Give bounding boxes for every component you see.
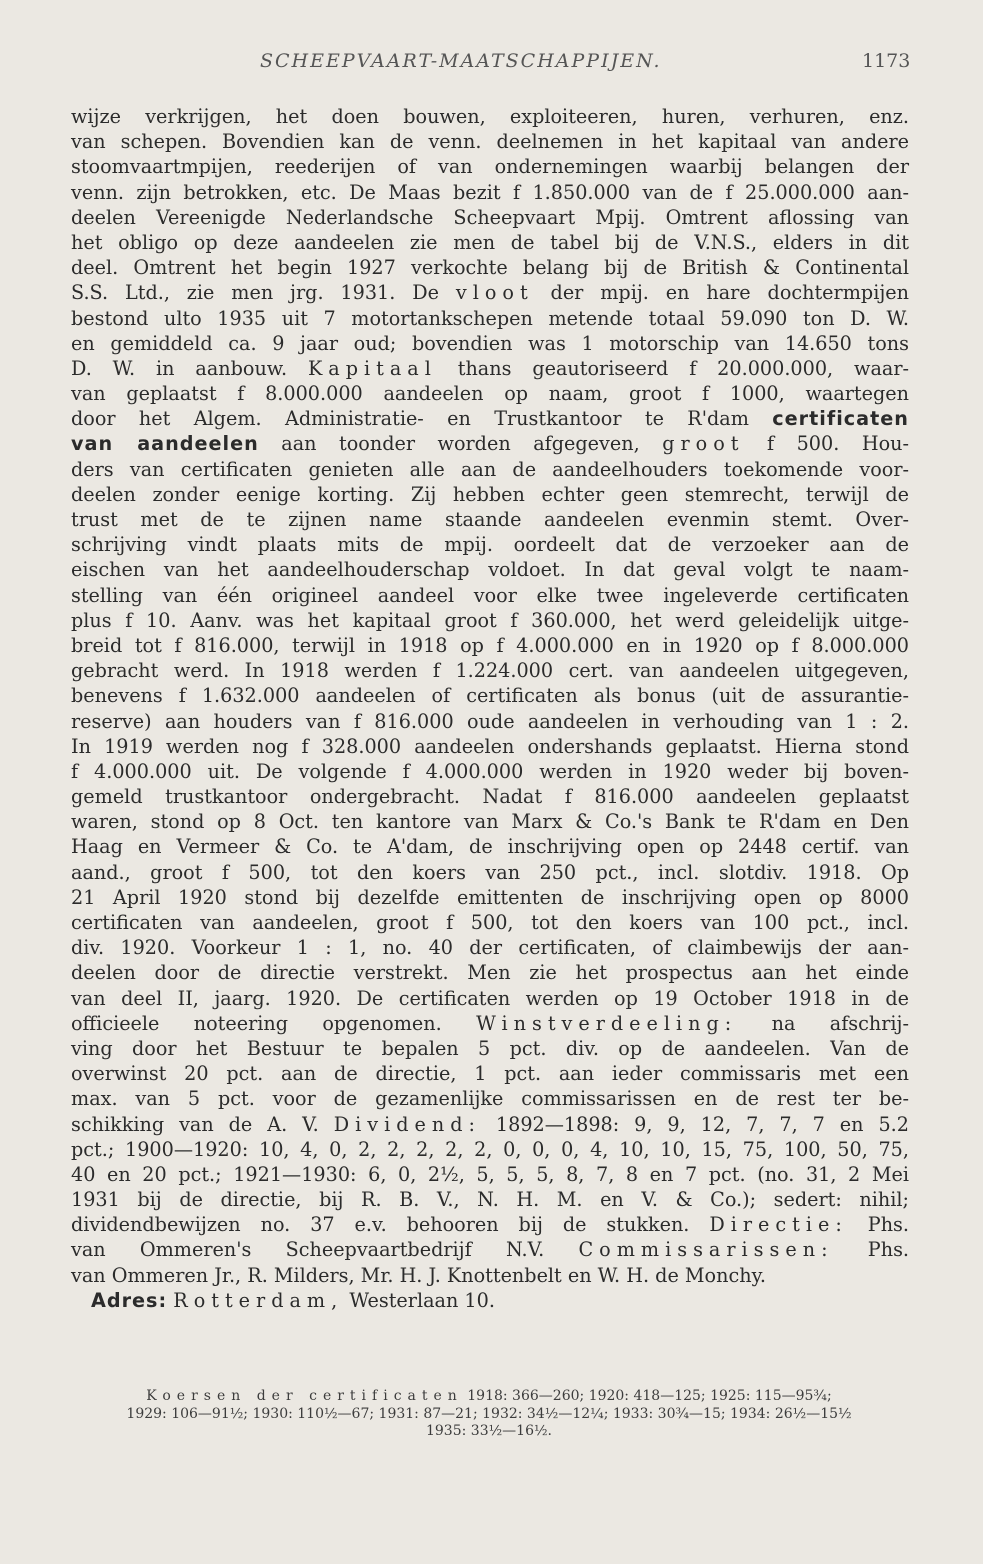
text-line: 21 April 1920 stond bij dezelfde emittenten de inschrijving open op 8000 [71, 885, 909, 909]
text-line: gebracht werd. In 1918 werden f 1.224.000 cert. van aandeelen uitgegeven, [71, 659, 909, 683]
text-line: max. van 5 pct. voor de gezamenlijke commissarissen en de rest ter be- [71, 1087, 909, 1111]
text-line: overwinst 20 pct. aan de directie, 1 pct. aan ieder commissaris met een [71, 1062, 909, 1086]
adres-label: Adres: [91, 1288, 168, 1312]
text-line: deel. Omtrent het begin 1927 verkochte belang bij de British & Continental [71, 256, 909, 280]
text-line: certificaten van aandeelen, groot f 500, tot den koers van 100 pct., incl. [71, 911, 909, 934]
text-line: schikking van de A. V. Dividend: 1892—1898: 9, 9, 12, 7, 7, 7 en 5.2 [71, 1112, 909, 1136]
text-line: wijze verkrijgen, het doen bouwen, exploiteeren, huren, verhuren, enz. [71, 105, 909, 128]
spaced-term-dividend: Dividend: [333, 1112, 481, 1136]
text-line: div. 1920. Voorkeur 1 : 1, no. 40 der certificaten, of claimbewijs der aan- [71, 936, 909, 960]
spaced-term-groot: groot [662, 432, 745, 456]
text-line: plus f 10. Aanv. was het kapitaal groot f 360.000, het werd geleidelijk uitge- [71, 608, 909, 632]
text-line: In 1919 werden nog f 328.000 aandeelen ondershands geplaatst. Hierna stond [71, 734, 909, 758]
text-line: en gemiddeld ca. 9 jaar oud; bovendien was 1 motorschip van 14.650 tons [71, 331, 909, 355]
text-line: deelen Vereenigde Nederlandsche Scheepvaart Mpij. Omtrent aflossing van [71, 205, 909, 229]
text-line: bestond ulto 1935 uit 7 motortankschepen metende totaal 59.090 ton D. W. [71, 306, 909, 330]
text-line: benevens f 1.632.000 aandeelen of certificaten als bonus (uit de assurantie- [71, 684, 909, 708]
text-line: breid tot f 816.000, terwijl in 1918 op f 4.000.000 en in 1920 op f 8.000.000 [71, 633, 909, 657]
text-line: ving door het Bestuur te bepalen 5 pct. div. op de aandeelen. Van de [71, 1036, 909, 1060]
body-text [71, 104, 909, 1313]
text-line: van aandeelen aan toonder worden afgegeven, groot f 500. Hou- [71, 432, 909, 456]
spaced-term-commissarissen: Commissarissen: [578, 1238, 834, 1262]
text-line: trust met de te zijnen name staande aandeelen evenmin stemt. Over- [71, 508, 909, 531]
text-line: aand., groot f 500, tot den koers van 250 pct., incl. slotdiv. 1918. Op [71, 860, 909, 884]
text-line: f 4.000.000 uit. De volgende f 4.000.000 werden in 1920 weder bij boven- [71, 759, 909, 783]
text-line: 1931 bij de directie, bij R. B. V., N. H. M. en V. & Co.); sedert: nihil; [71, 1188, 909, 1212]
text-line: van Ommeren Jr., R. Milders, Mr. H. J. Knottenbelt en W. H. de Monchy. [71, 1263, 766, 1287]
text-line: van Ommeren's Scheepvaartbedrijf N.V. Commissarissen: Phs. [71, 1238, 910, 1262]
bold-term-certificaten: certificaten [772, 407, 909, 431]
text-line: stoomvaartmpijen, reederijen of van ondernemingen waarbij belangen der [71, 155, 909, 179]
text-line: deelen door de directie verstrekt. Men zie het prospectus aan het einde [71, 961, 909, 985]
text-line: reserve) aan houders van f 816.000 oude aandeelen in verhouding van 1 : 2. [71, 709, 909, 733]
text-line: door het Algem. Administratie- en Trustkantoor te R'dam certificaten [71, 407, 909, 431]
running-header: SCHEEPVAART-MAATSCHAPPIJEN. [260, 50, 662, 72]
text-line: S.S. Ltd., zie men jrg. 1931. De vloot der mpij. en hare dochtermpijen [71, 281, 909, 305]
bold-term-van-aandeelen: van aandeelen [71, 432, 259, 456]
text-line: waren, stond op 8 Oct. ten kantore van Marx & Co.'s Bank te R'dam en Den [71, 810, 909, 834]
text-line: venn. zijn betrokken, etc. De Maas bezit f 1.850.000 van de f 25.000.000 aan- [71, 180, 909, 204]
text-line: 40 en 20 pct.; 1921—1930: 6, 0, 2½, 5, 5, 5, 8, 7, 8 en 7 pct. (no. 31, 2 Mei [71, 1162, 909, 1186]
adres-city: Rotterdam, [173, 1288, 344, 1312]
address-line [71, 1288, 909, 1313]
spaced-term-directie: Directie: [709, 1213, 848, 1237]
text-line: eischen van het aandeelhouderschap voldoet. In dat geval volgt te naam- [71, 558, 909, 582]
text-line: van deel II, jaarg. 1920. De certificaten werden op 19 October 1918 in de [71, 986, 909, 1010]
spaced-term-vloot: vloot [455, 281, 534, 305]
koersen-label: Koersen der certificaten [146, 1388, 463, 1404]
text-line: ders van certificaten genieten alle aan de aandeelhouders toekomende voor- [71, 457, 909, 481]
text-line: het obligo op deze aandeelen zie men de tabel bij de V.N.S., elders in dit [71, 230, 909, 254]
text-line: stelling van één origineel aandeel voor elke twee ingeleverde certificaten [71, 583, 909, 607]
text-line: officieele noteering opgenomen. Winstverdeeling: na afschrij- [71, 1011, 909, 1035]
text-line: dividendbewijzen no. 37 e.v. behooren bij de stukken. Directie: Phs. [71, 1213, 909, 1237]
text-line: deelen zonder eenige korting. Zij hebben echter geen stemrecht, terwijl de [71, 482, 909, 506]
koersen-footnote: Koersen der certificaten 1918: 366—260; 1920: 418—125; 1925: 115—95¾; 1929: 106—91½; 1930: 110½—67; 1931: 87—21; 1932: 34½—12¼; 1933: 30¾—15; 1934: 26½—15½ 1935: 33½—16½. [126, 1388, 852, 1439]
spaced-term-winstverdeeling: Winstverdeeling: [476, 1011, 738, 1035]
text-line: schrijving vindt plaats mits de mpij. oordeelt dat de verzoeker aan de [71, 533, 909, 557]
text-line: van geplaatst f 8.000.000 aandeelen op naam, groot f 1000, waartegen [71, 382, 909, 406]
text-line: pct.; 1900—1920: 10, 4, 0, 2, 2, 2, 2, 2, 0, 0, 0, 4, 10, 10, 15, 75, 100, 50, 75, [71, 1137, 909, 1161]
text-line: gemeld trustkantoor ondergebracht. Nadat f 816.000 aandeelen geplaatst [71, 785, 909, 809]
spaced-term-kapitaal: Kapitaal [307, 356, 437, 380]
text-line: van schepen. Bovendien kan de venn. deelnemen in het kapitaal van andere [71, 130, 909, 154]
text-line: D. W. in aanbouw. Kapitaal thans geautoriseerd f 20.000.000, waar- [71, 356, 909, 380]
text-line: Haag en Vermeer & Co. te A'dam, de inschrijving open op 2448 certif. van [71, 835, 909, 859]
adres-street: Westerlaan 10. [349, 1288, 495, 1312]
page-number: 1173 [862, 50, 911, 72]
